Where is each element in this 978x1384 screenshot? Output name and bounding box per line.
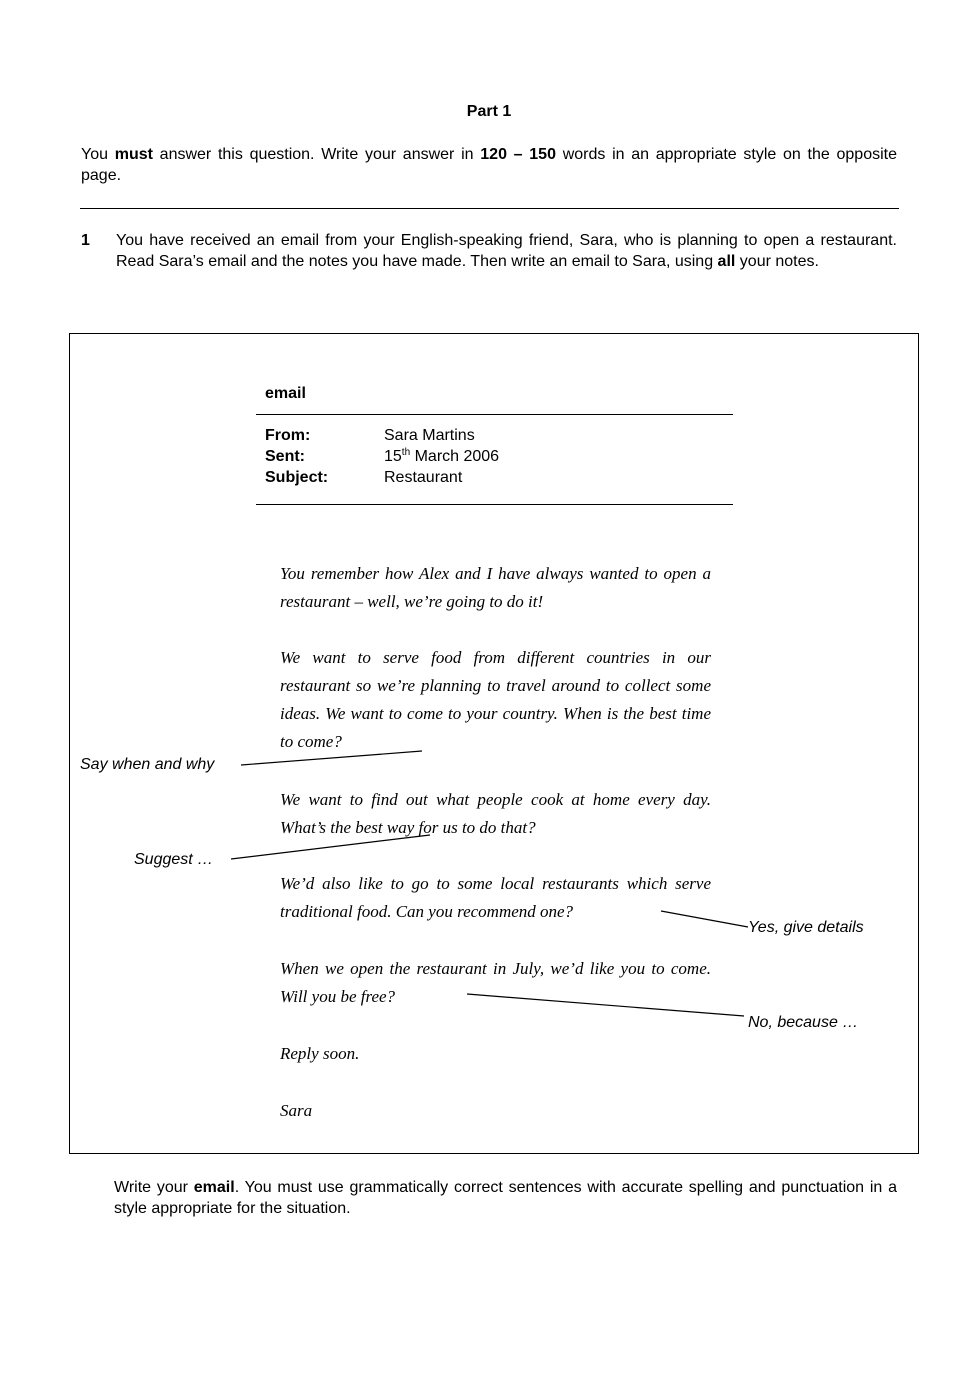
pointer-line-say-when xyxy=(241,751,422,765)
email-paragraph: When we open the restaurant in July, we’d like you to come. Will you be free? xyxy=(280,959,711,1006)
email-signature: Sara xyxy=(280,1101,313,1120)
note-yes-details: Yes, give details xyxy=(748,919,864,936)
from-value: Sara Martins xyxy=(384,427,475,444)
pointer-line-suggest xyxy=(231,835,430,859)
note-suggest: Suggest … xyxy=(134,851,214,868)
email-paragraph: We’d also like to go to some local restaurants which serve traditional food. Can you recommend one? xyxy=(280,874,711,921)
pointer-line-yes-details xyxy=(661,911,748,927)
subject-value: Restaurant xyxy=(384,469,463,486)
part-title: Part 1 xyxy=(466,103,512,120)
email-paragraph: We want to serve food from different countries in our restaurant so we’re planning to travel around to collect some ideas. We want to come to your country. When is the best time to come? xyxy=(280,648,711,751)
note-no-because: No, because … xyxy=(748,1014,859,1031)
question-number: 1 xyxy=(81,232,90,249)
closing-instructions: Write your email. You must use grammatically correct sentences with accurate spelling and punctuation in a style appropriate for the situation. xyxy=(114,1179,898,1217)
note-say-when: Say when and why xyxy=(80,756,215,773)
email-paragraph: You remember how Alex and I have always wanted to open a restaurant – well, we’re going to do it! xyxy=(280,564,711,611)
instructions: You must answer this question. Write your answer in 120 – 150 words in an appropriate style on the opposite page. xyxy=(81,146,897,184)
pointer-line-no-because xyxy=(467,994,744,1016)
question-text: You have received an email from your English-speaking friend, Sara, who is planning to open a restaurant. Read Sara’s email and the notes you have made. Then write an email to Sara, using all your notes. xyxy=(116,232,897,270)
email-paragraph: We want to find out what people cook at home every day. What’s the best way for us to do that? xyxy=(280,790,711,837)
sent-label: Sent: xyxy=(265,448,305,465)
email-paragraph: Reply soon. xyxy=(280,1044,360,1063)
from-label: From: xyxy=(265,427,311,444)
subject-label: Subject: xyxy=(265,469,329,486)
email-label: email xyxy=(265,385,306,402)
sent-value: 15th March 2006 xyxy=(384,447,500,465)
